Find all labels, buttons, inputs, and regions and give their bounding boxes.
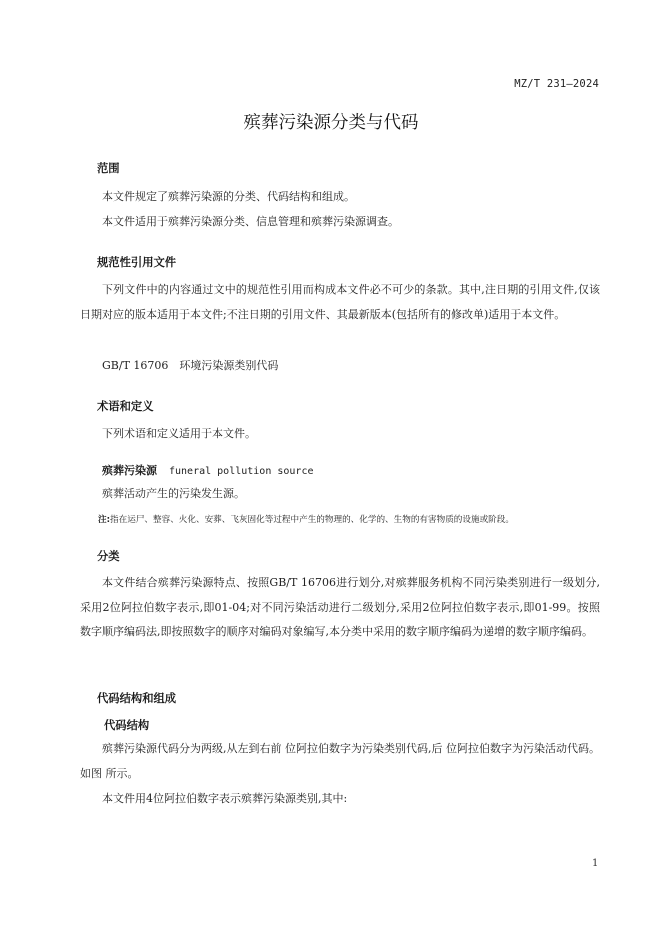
code-paragraph: 殡葬污染源代码分为两级,从左到右前 位阿拉伯数字为污染类别代码,后 位阿拉伯数字为污染活动代码。如图 所示。 bbox=[80, 742, 600, 780]
page-title: 殡葬污染源分类与代码 bbox=[243, 113, 419, 133]
normative-paragraph: 下列文件中的内容通过文中的规范性引用而构成本文件必不可少的条款。其中,注日期的引用文件,仅该日期对应的版本适用于本文件;不注日期的引用文件、其最新版本(包括所有的修改单)适用于本文件。 bbox=[80, 283, 600, 321]
terms-intro: 下列术语和定义适用于本文件。 bbox=[102, 427, 256, 440]
scope-paragraph-1: 本文件规定了殡葬污染源的分类、代码结构和组成。 bbox=[102, 190, 355, 203]
note-text: 指在运尸、整容、火化、安葬、飞灰固化等过程中产生的物理的、化学的、生物的有害物质的设施或阶段。 bbox=[110, 515, 514, 525]
classification-paragraph: 本文件结合殡葬污染源特点、按照GB/T 16706进行划分,对殡葬服务机构不同污染类别进行一级划分,采用2位阿拉伯数字表示,即01-04;对不同污染活动进行二级划分,采用2位阿拉伯数字表示,即01-99。按照数字顺序编码法,即按照数字的顺序对编码对象编写,本分类中采用的数字顺序编码为递增的数字顺序编码。 bbox=[80, 576, 600, 638]
note-label: 注: bbox=[98, 515, 111, 525]
code-paragraph-2: 本文件用4位阿拉伯数字表示殡葬污染源类别,其中: bbox=[102, 792, 348, 805]
term-chinese: 殡葬污染源 bbox=[102, 464, 157, 477]
section-heading-normative: 规范性引用文件 bbox=[97, 256, 177, 269]
term-english: funeral pollution source bbox=[169, 466, 314, 477]
normative-reference: GB/T 16706 环境污染源类别代码 bbox=[102, 359, 279, 372]
scope-paragraph-2: 本文件适用于殡葬污染源分类、信息管理和殡葬污染源调查。 bbox=[102, 215, 399, 228]
section-heading-scope: 范围 bbox=[97, 162, 120, 175]
document-number: MZ/T 231—2024 bbox=[514, 78, 599, 90]
subsection-heading-code-structure: 代码结构 bbox=[104, 719, 150, 732]
term-note bbox=[98, 513, 514, 525]
section-heading-classification: 分类 bbox=[97, 550, 120, 563]
page-number: 1 bbox=[592, 858, 599, 869]
section-heading-code: 代码结构和组成 bbox=[97, 692, 177, 705]
term-definition: 殡葬活动产生的污染发生源。 bbox=[102, 487, 245, 500]
term-entry bbox=[102, 462, 314, 478]
section-heading-terms: 术语和定义 bbox=[97, 400, 154, 413]
